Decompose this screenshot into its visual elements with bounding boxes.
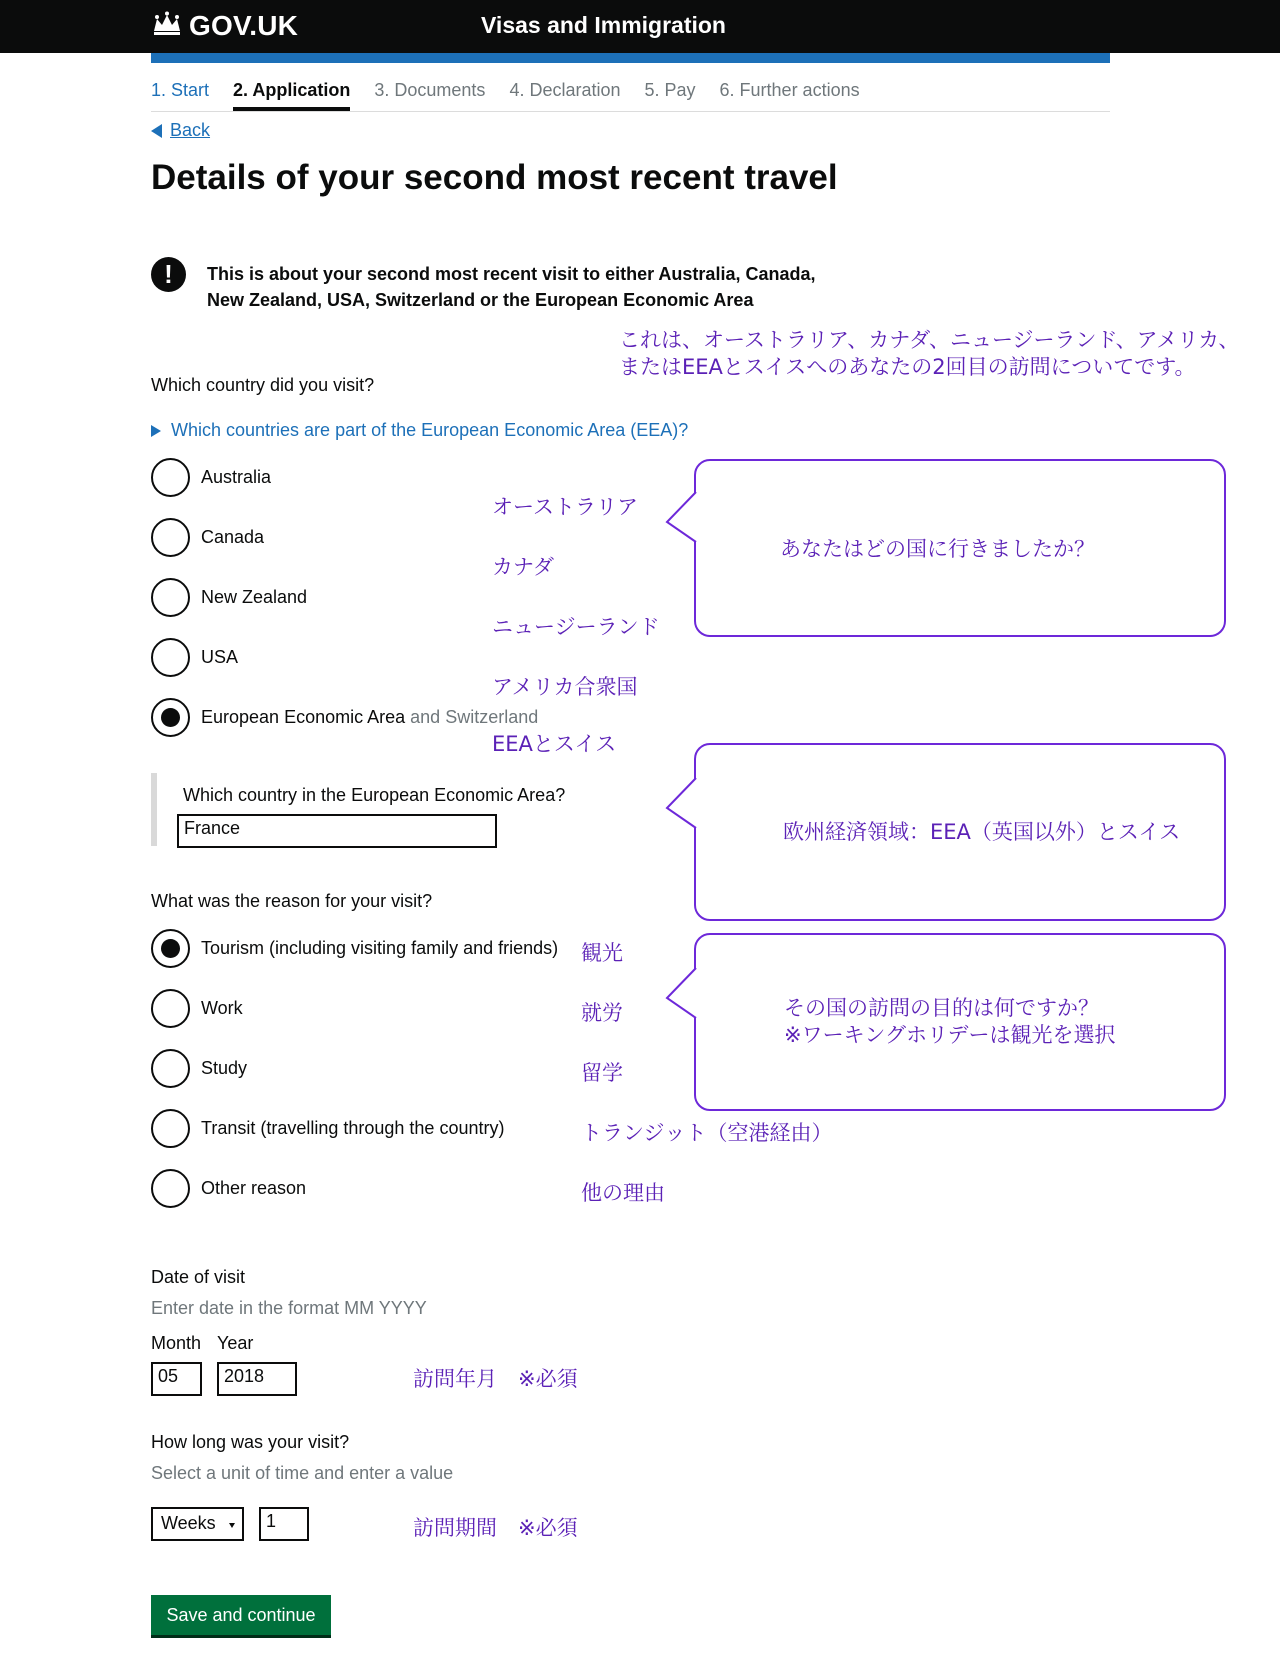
- radio-study[interactable]: [151, 1049, 247, 1088]
- back-arrow-icon: [151, 124, 162, 138]
- radio-tourism[interactable]: [151, 929, 558, 968]
- radio-button[interactable]: [151, 1049, 190, 1088]
- annotation-reason-line-1: その国の訪問の目的は何ですか？: [784, 996, 1099, 1020]
- duration-unit-value: Weeks: [161, 1513, 216, 1533]
- annotation-tourism: 観光: [581, 941, 623, 965]
- annotation-top-line-1: これは、オーストラリア、カナダ、ニュージーランド、アメリカ、: [619, 328, 1240, 352]
- annotation-duration-required: 訪問期間 ※必須: [413, 1516, 578, 1540]
- radio-label[interactable]: Canada: [201, 527, 265, 547]
- date-of-visit-hint: Enter date in the format MM YYYY: [151, 1298, 427, 1318]
- annotation-canada: カナダ: [492, 555, 554, 579]
- warning-text: This is about your second most recent visit to either Australia, Canada, New Zealand, USA, Switzerland or the European Economic Area: [207, 264, 816, 310]
- step-start[interactable]: 1. Start: [151, 80, 210, 100]
- step-pay: 5. Pay: [644, 80, 696, 100]
- radio-button[interactable]: [151, 638, 190, 677]
- annotation-reason-line-2: ※ワーキングホリデーは観光を選択: [784, 1023, 1116, 1047]
- country-question-label: Which country did you visit?: [151, 375, 375, 395]
- step-further-actions: 6. Further actions: [719, 80, 860, 100]
- annotation-top-note: [619, 327, 1239, 381]
- step-application: 2. Application: [233, 80, 350, 111]
- duration-value-input[interactable]: 1: [259, 1507, 309, 1541]
- duration-label: How long was your visit?: [151, 1432, 350, 1452]
- annotation-study: 留学: [581, 1061, 623, 1085]
- annotation-transit: トランジット（空港経由）: [581, 1121, 833, 1145]
- annotation-australia: オーストラリア: [492, 495, 638, 519]
- radio-button[interactable]: [151, 1169, 190, 1208]
- radio-label[interactable]: USA: [201, 647, 239, 667]
- eea-details-toggle[interactable]: [151, 420, 688, 441]
- annotation-new-zealand: ニュージーランド: [492, 615, 660, 639]
- reason-question-label: What was the reason for your visit?: [151, 891, 433, 911]
- logo-text: GOV.UK: [189, 10, 299, 41]
- radio-eea[interactable]: [151, 698, 538, 737]
- back-link-label[interactable]: Back: [170, 120, 211, 140]
- radio-new-zealand[interactable]: [151, 578, 307, 617]
- date-of-visit-label: Date of visit: [151, 1267, 246, 1287]
- save-and-continue-button[interactable]: Save and continue: [151, 1595, 331, 1635]
- annotation-callout-eea-text: 欧州経済領域：EEA（英国以外）とスイス: [783, 820, 1181, 844]
- eea-country-label: Which country in the European Economic Area?: [183, 785, 566, 805]
- duration-unit-select[interactable]: [151, 1507, 244, 1541]
- annotation-usa: アメリカ合衆国: [492, 675, 638, 699]
- year-label: Year: [217, 1333, 254, 1353]
- radio-label[interactable]: Transit (travelling through the country): [201, 1118, 505, 1138]
- annotation-callout-reason-text: [784, 995, 1116, 1049]
- callout-tail-icon: [665, 490, 697, 544]
- header-bar: [0, 0, 1280, 53]
- radio-label-main: European Economic Area: [201, 707, 406, 727]
- step-declaration: 4. Declaration: [509, 80, 621, 100]
- eea-details-link-text[interactable]: Which countries are part of the European Economic Area (EEA)?: [171, 420, 689, 440]
- annotation-top-line-2: またはEEAとスイスへのあなたの2回目の訪問についてです。: [619, 355, 1196, 379]
- radio-button[interactable]: [151, 989, 190, 1028]
- eea-country-input[interactable]: France: [177, 814, 497, 848]
- radio-button-selected[interactable]: [151, 929, 190, 968]
- radio-label[interactable]: Tourism (including visiting family and friends): [201, 938, 559, 958]
- month-input[interactable]: 05: [151, 1362, 202, 1396]
- radio-button[interactable]: [151, 1109, 190, 1148]
- annotation-callout-country-text: あなたはどの国に行きましたか？: [780, 537, 1095, 561]
- radio-button[interactable]: [151, 458, 190, 497]
- annotation-work: 就労: [581, 1001, 623, 1025]
- step-documents: 3. Documents: [374, 80, 486, 100]
- crown-icon: [151, 11, 183, 42]
- annotation-other-reason: 他の理由: [581, 1181, 665, 1205]
- expand-triangle-icon: [151, 425, 161, 437]
- radio-label[interactable]: Work: [201, 998, 243, 1018]
- radio-label[interactable]: Australia: [201, 467, 272, 487]
- back-link[interactable]: [151, 120, 210, 141]
- radio-label[interactable]: Other reason: [201, 1178, 307, 1198]
- radio-transit[interactable]: [151, 1109, 504, 1148]
- radio-canada[interactable]: [151, 518, 264, 557]
- year-input[interactable]: 2018: [217, 1362, 297, 1396]
- header-accent-bar: [151, 53, 1110, 63]
- radio-button-selected[interactable]: [151, 698, 190, 737]
- radio-label-suffix: and Switzerland: [410, 707, 539, 727]
- callout-tail-icon: [665, 966, 697, 1020]
- duration-hint: Select a unit of time and enter a value: [151, 1463, 454, 1483]
- radio-button[interactable]: [151, 578, 190, 617]
- radio-usa[interactable]: [151, 638, 238, 677]
- govuk-logo[interactable]: [151, 10, 298, 42]
- radio-label[interactable]: Study: [201, 1058, 248, 1078]
- radio-label[interactable]: New Zealand: [201, 587, 308, 607]
- dropdown-arrow-icon: [229, 1523, 235, 1528]
- radio-label[interactable]: [201, 707, 538, 728]
- radio-button[interactable]: [151, 518, 190, 557]
- radio-other-reason[interactable]: [151, 1169, 306, 1208]
- radio-australia[interactable]: [151, 458, 271, 497]
- annotation-date-required: 訪問年月 ※必須: [413, 1367, 578, 1391]
- page-title: Details of your second most recent travel: [151, 158, 838, 197]
- month-label: Month: [151, 1333, 202, 1353]
- radio-work[interactable]: [151, 989, 243, 1028]
- warning-icon: !: [151, 257, 186, 292]
- service-name[interactable]: Visas and Immigration: [481, 12, 726, 38]
- annotation-eea: EEAとスイス: [492, 732, 617, 756]
- step-navigation: [151, 80, 1110, 112]
- callout-tail-icon: [665, 776, 697, 830]
